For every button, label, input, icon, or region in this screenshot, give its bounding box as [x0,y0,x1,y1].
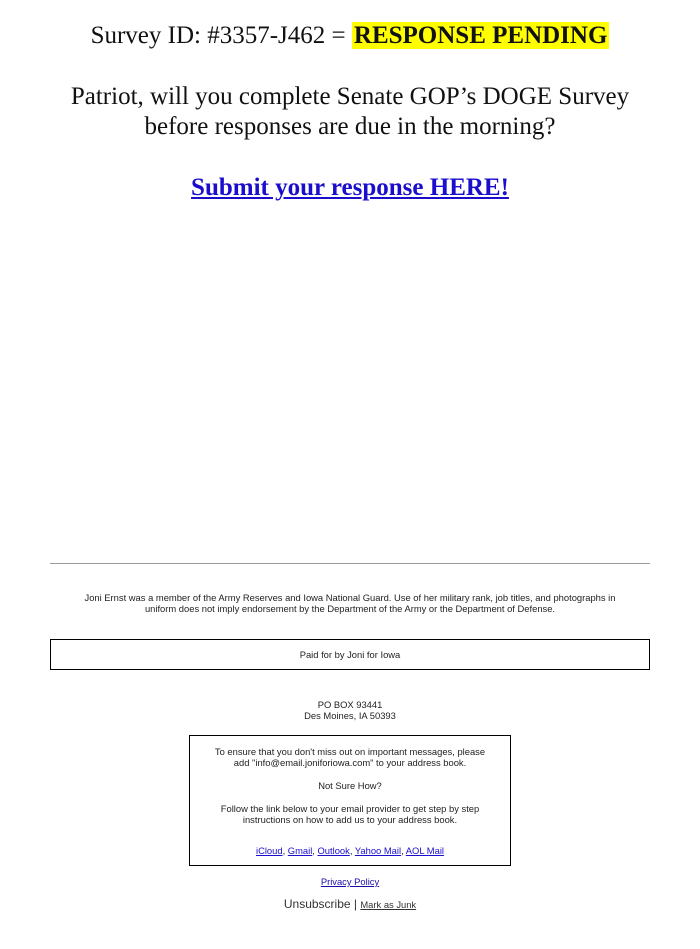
provider-separator: , [312,845,318,856]
provider-link-icloud[interactable]: iCloud [256,845,283,856]
address-line-1: PO BOX 93441 [317,699,383,710]
question-line-1: Patriot, will you complete Senate GOP’s DOGE Survey [70,83,630,110]
not-sure-how: Not Sure How? [318,780,382,791]
provider-separator: , [349,845,355,856]
provider-separator: , [282,845,288,856]
address-book-line-1: To ensure that you don't miss out on important messages, please [214,746,486,757]
unsubscribe-link[interactable]: Unsubscribe [283,897,351,911]
provider-separator: , [401,845,406,856]
provider-link-aol-mail[interactable]: AOL Mail [405,845,444,856]
unsubscribe-row [0,897,700,911]
survey-id-label: Survey ID: #3357-J462 = [90,22,346,49]
military-disclaimer [50,592,650,614]
footer-divider [50,563,650,564]
response-status-highlight: RESPONSE PENDING [353,22,608,49]
provider-link-outlook[interactable]: Outlook [317,845,350,856]
submit-response-cta [0,170,700,206]
follow-line-2: instructions on how to add us to your address book. [242,814,458,825]
paid-for-box [50,639,650,670]
address-book-box [189,735,511,866]
question-line-2: before responses are due in the morning? [144,113,556,140]
email-provider-links [204,845,496,856]
mailing-address [0,699,700,721]
survey-question [40,82,660,142]
privacy-policy-link[interactable]: Privacy Policy [320,876,380,887]
mark-as-junk-link[interactable]: Mark as Junk [360,899,417,910]
address-book-line-2: add "info@email.joniforiowa.com" to your address book. [233,757,467,768]
disclaimer-line-2: uniform does not imply endorsement by the Department of the Army or the Department of Defense. [144,603,556,614]
survey-id-line [0,18,700,54]
submit-response-link[interactable]: Submit your response HERE! [191,174,509,201]
provider-link-yahoo-mail[interactable]: Yahoo Mail [354,845,402,856]
disclaimer-line-1: Joni Ernst was a member of the Army Reserves and Iowa National Guard. Use of her military rank, job titles, and photographs in [84,592,616,603]
pipe-separator: | [353,897,358,911]
provider-link-gmail[interactable]: Gmail [287,845,313,856]
address-line-2: Des Moines, IA 50393 [304,710,396,721]
paid-for-text: Paid for by Joni for Iowa [299,649,401,660]
follow-line-1: Follow the link below to your email provider to get step by step [220,803,480,814]
privacy-policy-row [0,876,700,887]
